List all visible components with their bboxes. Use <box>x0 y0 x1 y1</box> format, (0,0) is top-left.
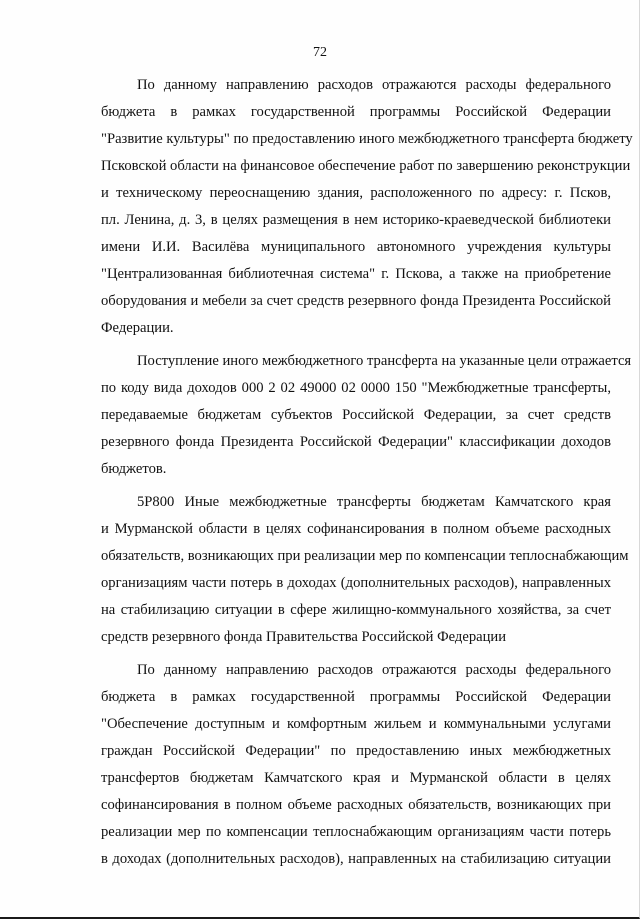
text-line: реализации мер по компенсации теплоснабжающим организациям части потерь <box>101 824 611 840</box>
text-line: По данному направлению расходов отражаются расходы федерального <box>137 662 611 678</box>
text-line: Псковской области на финансовое обеспечение работ по завершению реконструкции <box>101 158 631 174</box>
text-line: Поступление иного межбюджетного трансферта на указанные цели отражается <box>137 353 632 369</box>
text-line: и Мурманской области в целях софинансирования в полном объеме расходных <box>101 521 611 537</box>
text-line: граждан Российской Федерации" по предоставлению иных межбюджетных <box>101 743 611 759</box>
text-line: Федерации. <box>101 320 174 336</box>
document-body <box>65 72 633 873</box>
text-line: по коду вида доходов 000 2 02 49000 02 0000 150 "Межбюджетные трансферты, <box>101 380 611 396</box>
text-line: 5Р800 Иные межбюджетные трансферты бюджетам Камчатского края <box>137 494 611 510</box>
text-line: оборудования и мебели за счет средств резервного фонда Президента Российской <box>101 293 611 309</box>
text-line: на стабилизацию ситуации в сфере жилищно-коммунального хозяйства, за счет <box>101 602 611 618</box>
text-line: в доходах (дополнительных расходов), направленных на стабилизацию ситуации <box>101 851 611 867</box>
text-line: передаваемые бюджетам субъектов Российской Федерации, за счет средств <box>101 407 611 423</box>
text-line: резервного фонда Президента Российской Федерации" классификации доходов <box>101 434 611 450</box>
text-line: бюджетов. <box>101 461 167 477</box>
paragraph <box>65 72 633 342</box>
text-line: имени И.И. Василёва муниципального автономного учреждения культуры <box>101 239 611 255</box>
text-line: пл. Ленина, д. 3, в целях размещения в нем историко-краеведческой библиотеки <box>101 212 611 228</box>
text-line: и техническому переоснащению здания, расположенного по адресу: г. Псков, <box>101 185 611 201</box>
text-line: обязательств, возникающих при реализации мер по компенсации теплоснабжающим <box>101 548 629 564</box>
text-line: "Развитие культуры" по предоставлению иного межбюджетного трансферта бюджету <box>101 131 633 147</box>
paragraph <box>65 657 611 873</box>
text-line: организациям части потерь в доходах (дополнительных расходов), направленных <box>101 575 611 591</box>
text-line: бюджета в рамках государственной программы Российской Федерации <box>101 104 611 120</box>
text-line: трансфертов бюджетам Камчатского края и Мурманской области в целях <box>101 770 611 786</box>
paragraph <box>65 489 629 651</box>
paragraph <box>65 348 632 483</box>
text-line: бюджета в рамках государственной программы Российской Федерации <box>101 689 611 705</box>
text-line: По данному направлению расходов отражаются расходы федерального <box>137 77 611 93</box>
text-line: софинансирования в полном объеме расходных обязательств, возникающих при <box>101 797 611 813</box>
page-number: 72 <box>313 45 327 60</box>
text-line: "Обеспечение доступным и комфортным жильем и коммунальными услугами <box>101 716 611 732</box>
text-line: средств резервного фонда Правительства Российской Федерации <box>101 629 507 645</box>
text-line: "Централизованная библиотечная система" г. Пскова, а также на приобретение <box>101 266 611 282</box>
